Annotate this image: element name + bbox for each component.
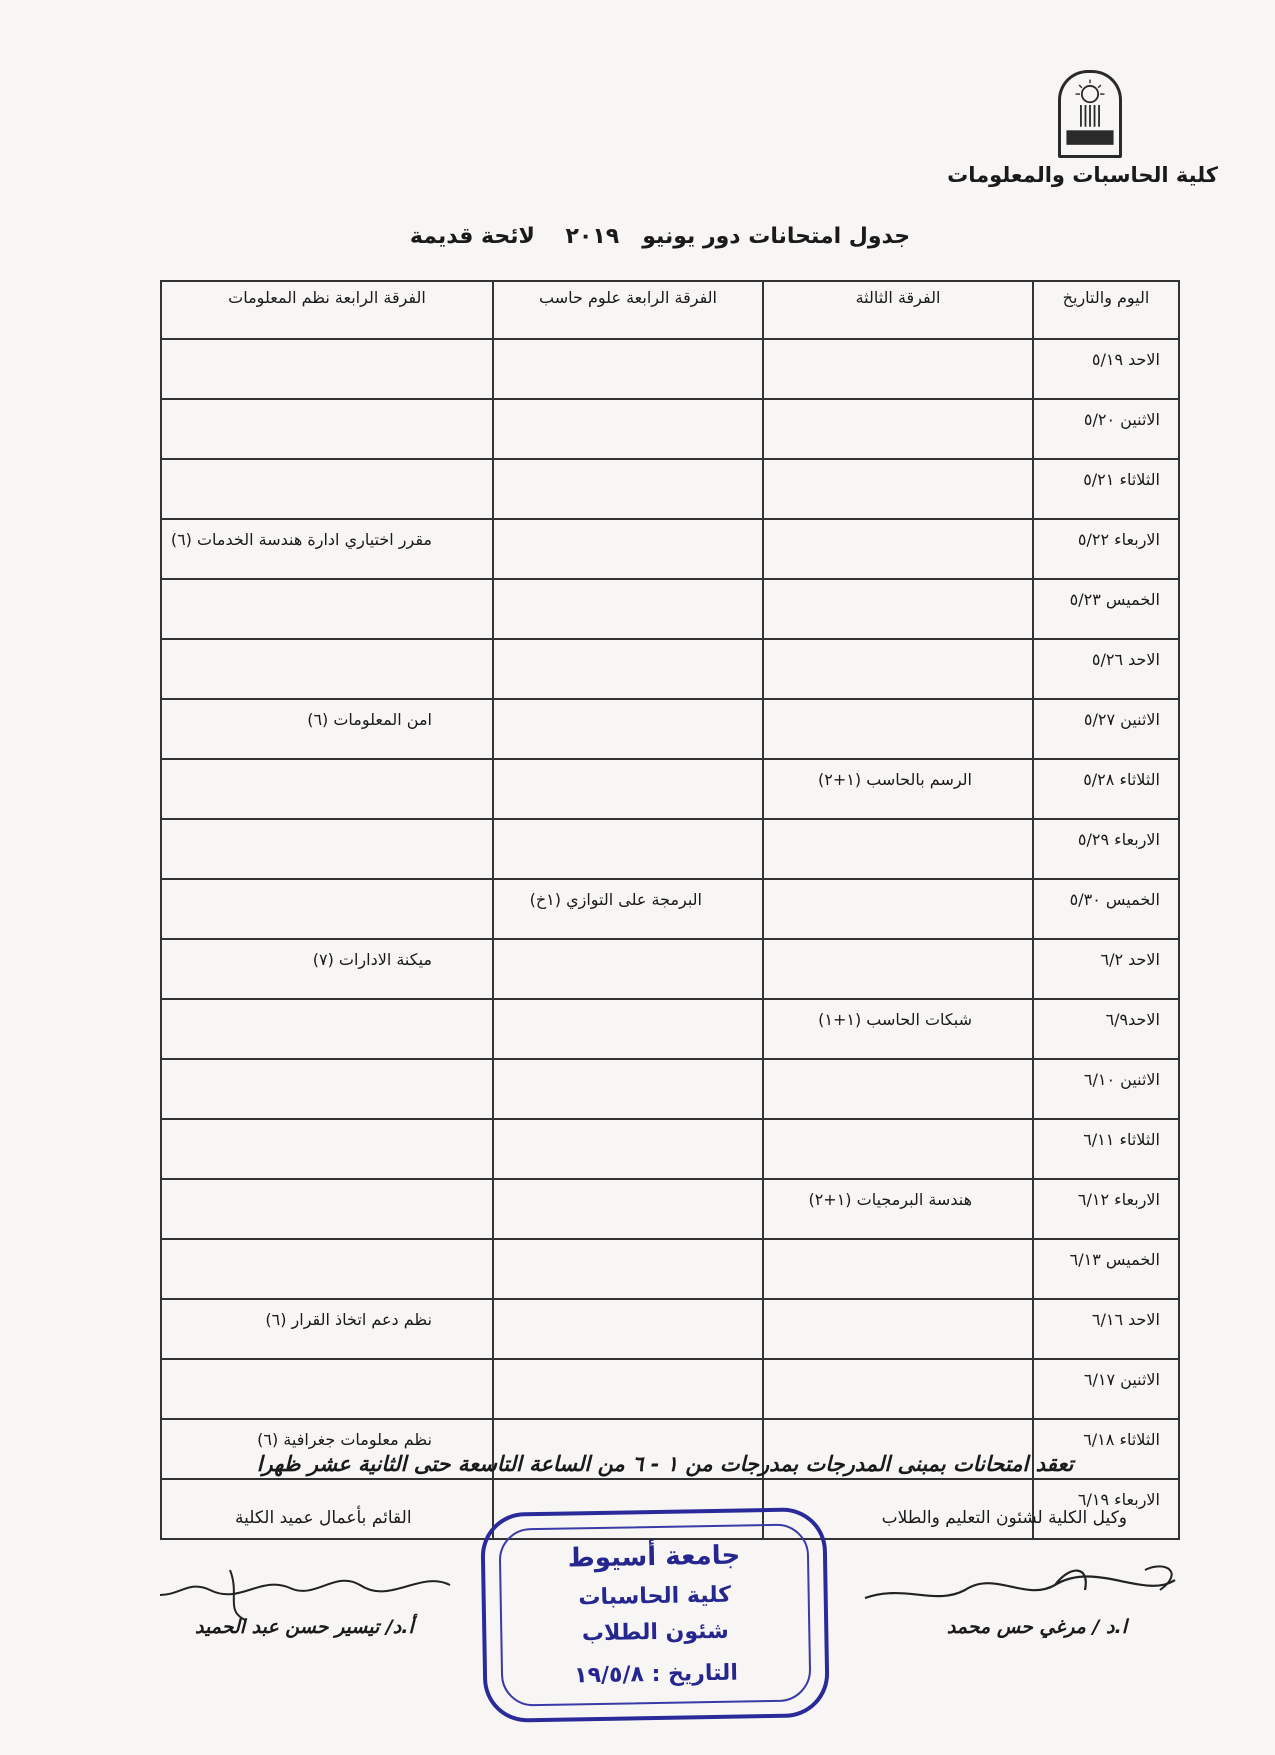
fourth-cs-cell bbox=[493, 519, 763, 579]
column-header-fourth-cs: الفرقة الرابعة علوم حاسب bbox=[493, 281, 763, 339]
fourth-cs-cell bbox=[493, 459, 763, 519]
third-year-cell: هندسة البرمجيات (١+٢) bbox=[763, 1179, 1033, 1239]
date-cell: الاحد ٦/١٦ bbox=[1033, 1299, 1179, 1359]
fourth-is-cell bbox=[161, 999, 493, 1059]
exam-schedule-table bbox=[160, 280, 1180, 1540]
fourth-is-cell bbox=[161, 879, 493, 939]
third-year-cell bbox=[763, 939, 1033, 999]
acting-dean-name: أ.د/ تيسير حسن عبد الحميد bbox=[195, 1616, 414, 1638]
fourth-is-cell bbox=[161, 759, 493, 819]
fourth-cs-cell bbox=[493, 819, 763, 879]
third-year-cell bbox=[763, 399, 1033, 459]
fourth-cs-cell: البرمجة على التوازي (١خ) bbox=[493, 879, 763, 939]
fourth-is-cell: ميكنة الادارات (٧) bbox=[161, 939, 493, 999]
exam-location-note: تعقد امتحانات بمبنى المدرجات بمدرجات من ١ - ٦ من الساعة التاسعة حتى الثانية عشر ظهرا bbox=[256, 1452, 1074, 1476]
fourth-is-cell bbox=[161, 819, 493, 879]
stamp-date: التاريخ : ١٩/٥/٨ bbox=[573, 1660, 739, 1689]
fourth-is-cell: نظم معلومات جغرافية (٦) bbox=[161, 1419, 493, 1479]
date-cell: الاربعاء ٦/١٢ bbox=[1033, 1179, 1179, 1239]
date-cell: الاثنين ٥/٢٠ bbox=[1033, 399, 1179, 459]
date-cell: الخميس ٥/٢٣ bbox=[1033, 579, 1179, 639]
date-cell: الاحد٦/٩ bbox=[1033, 999, 1179, 1059]
fourth-is-cell bbox=[161, 339, 493, 399]
third-year-cell: شبكات الحاسب (١+١) bbox=[763, 999, 1033, 1059]
third-year-cell bbox=[763, 519, 1033, 579]
third-year-cell bbox=[763, 579, 1033, 639]
date-cell: الثلاثاء ٥/٢٨ bbox=[1033, 759, 1179, 819]
third-year-cell bbox=[763, 1239, 1033, 1299]
fourth-is-cell bbox=[161, 399, 493, 459]
date-cell: الاربعاء ٥/٢٢ bbox=[1033, 519, 1179, 579]
fourth-cs-cell bbox=[493, 1299, 763, 1359]
fourth-cs-cell bbox=[493, 759, 763, 819]
vice-dean-name: ا.د / مرغي حس محمد bbox=[946, 1616, 1127, 1638]
vice-dean-title: وكيل الكلية لشئون التعليم والطلاب bbox=[881, 1508, 1127, 1528]
table-row bbox=[161, 1119, 1179, 1179]
fourth-cs-cell bbox=[493, 999, 763, 1059]
fourth-cs-cell bbox=[493, 1059, 763, 1119]
fourth-is-cell bbox=[161, 459, 493, 519]
third-year-cell bbox=[763, 1359, 1033, 1419]
table-header-row bbox=[161, 281, 1179, 339]
fourth-cs-cell bbox=[493, 339, 763, 399]
fourth-is-cell bbox=[161, 1119, 493, 1179]
table-row bbox=[161, 699, 1179, 759]
table-row bbox=[161, 1239, 1179, 1299]
official-stamp bbox=[480, 1507, 830, 1723]
third-year-cell bbox=[763, 1119, 1033, 1179]
table-row bbox=[161, 879, 1179, 939]
fourth-is-cell bbox=[161, 1059, 493, 1119]
fourth-is-cell: نظم دعم اتخاذ القرار (٦) bbox=[161, 1299, 493, 1359]
date-cell: الاحد ٥/٢٦ bbox=[1033, 639, 1179, 699]
third-year-cell bbox=[763, 1059, 1033, 1119]
date-cell: الثلاثاء ٦/١٨ bbox=[1033, 1419, 1179, 1479]
third-year-cell: الرسم بالحاسب (١+٢) bbox=[763, 759, 1033, 819]
table-row bbox=[161, 1299, 1179, 1359]
table-row bbox=[161, 639, 1179, 699]
fourth-is-cell bbox=[161, 1179, 493, 1239]
date-cell: الاربعاء ٦/١٩ bbox=[1033, 1479, 1179, 1539]
third-year-cell bbox=[763, 699, 1033, 759]
third-year-cell bbox=[763, 819, 1033, 879]
table-row bbox=[161, 339, 1179, 399]
vice-dean-signature bbox=[845, 1540, 1195, 1620]
fourth-is-cell bbox=[161, 579, 493, 639]
date-cell: الاحد ٥/١٩ bbox=[1033, 339, 1179, 399]
column-header-third-year: الفرقة الثالثة bbox=[763, 281, 1033, 339]
column-header-fourth-is: الفرقة الرابعة نظم المعلومات bbox=[161, 281, 493, 339]
third-year-cell bbox=[763, 879, 1033, 939]
date-cell: الاحد ٦/٢ bbox=[1033, 939, 1179, 999]
table-row bbox=[161, 759, 1179, 819]
date-cell: الاثنين ٦/١٠ bbox=[1033, 1059, 1179, 1119]
table-row bbox=[161, 399, 1179, 459]
fourth-cs-cell bbox=[493, 1119, 763, 1179]
table-row bbox=[161, 819, 1179, 879]
table-row bbox=[161, 939, 1179, 999]
third-year-cell bbox=[763, 339, 1033, 399]
fourth-is-cell bbox=[161, 1359, 493, 1419]
fourth-cs-cell bbox=[493, 1359, 763, 1419]
acting-dean-title: القائم بأعمال عميد الكلية bbox=[235, 1508, 412, 1528]
fourth-cs-cell bbox=[493, 399, 763, 459]
table-row bbox=[161, 1359, 1179, 1419]
table-row bbox=[161, 519, 1179, 579]
fourth-is-cell bbox=[161, 1239, 493, 1299]
stamp-university: جامعة أسيوط bbox=[567, 1540, 741, 1574]
date-cell: الاربعاء ٥/٢٩ bbox=[1033, 819, 1179, 879]
fourth-cs-cell bbox=[493, 1239, 763, 1299]
university-logo-graphic bbox=[1061, 73, 1119, 155]
stamp-faculty: كلية الحاسبات bbox=[578, 1582, 732, 1611]
stamp-office: شئون الطلاب bbox=[581, 1618, 729, 1647]
fourth-is-cell: امن المعلومات (٦) bbox=[161, 699, 493, 759]
date-cell: الاثنين ٥/٢٧ bbox=[1033, 699, 1179, 759]
page-title: جدول امتحانات دور يونيو ٢٠١٩ لائحة قديمة bbox=[409, 224, 911, 249]
table-row bbox=[161, 1059, 1179, 1119]
column-header-date: اليوم والتاريخ bbox=[1033, 281, 1179, 339]
third-year-cell bbox=[763, 1299, 1033, 1359]
date-cell: الخميس ٦/١٣ bbox=[1033, 1239, 1179, 1299]
fourth-is-cell: مقرر اختياري ادارة هندسة الخدمات (٦) bbox=[161, 519, 493, 579]
fourth-cs-cell bbox=[493, 1179, 763, 1239]
date-cell: الثلاثاء ٥/٢١ bbox=[1033, 459, 1179, 519]
fourth-cs-cell bbox=[493, 939, 763, 999]
table-row bbox=[161, 1179, 1179, 1239]
fourth-cs-cell bbox=[493, 699, 763, 759]
date-cell: الخميس ٥/٣٠ bbox=[1033, 879, 1179, 939]
fourth-cs-cell bbox=[493, 579, 763, 639]
fourth-is-cell bbox=[161, 639, 493, 699]
date-cell: الثلاثاء ٦/١١ bbox=[1033, 1119, 1179, 1179]
table-row bbox=[161, 999, 1179, 1059]
third-year-cell bbox=[763, 459, 1033, 519]
faculty-name: كلية الحاسبات والمعلومات bbox=[947, 163, 1218, 187]
university-logo bbox=[1058, 70, 1122, 158]
date-cell: الاثنين ٦/١٧ bbox=[1033, 1359, 1179, 1419]
fourth-cs-cell bbox=[493, 639, 763, 699]
third-year-cell bbox=[763, 639, 1033, 699]
table-row bbox=[161, 579, 1179, 639]
table-row bbox=[161, 459, 1179, 519]
